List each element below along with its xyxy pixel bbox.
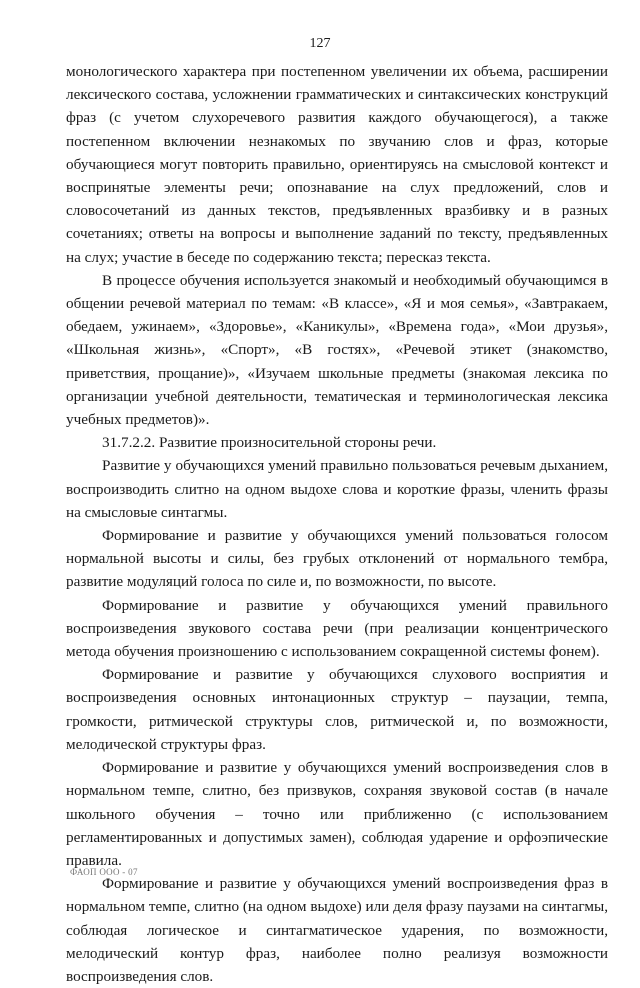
paragraph: Развитие у обучающихся умений правильно пользоваться речевым дыханием, воспроизводить слитно на одном выдохе слова и короткие фразы, членить фразы на смысловые синтагмы. (66, 457, 608, 521)
section-heading: 31.7.2.2. Развитие произносительной стороны речи. (102, 434, 437, 452)
paragraph: Формирование и развитие у обучающихся умений правильного воспроизведения звукового состава речи (при реализации концентрического метода обучения произношению с использованием сокращенной системы фонем). (66, 596, 608, 661)
paragraph: монологического характера при постепенном увеличении их объема, расширении лексического состава, усложнении грамматических и синтаксических конструкций фраз (с учетом слухоречевого развития каждого обучающегося), а также постепенном включении незнакомых по звучанию слов и фраз, которые обучающиеся могут повторить правильно, ориентируясь на смысловой контекст и воспринятые элементы речи; опознавание на слух предложений, слов и словосочетаний из данных текстов, предъявленных вразбивку и в разных сочетаниях; ответы на вопросы и выполнение заданий по тексту, предъявленных на слух; участие в беседе по содержанию текста; пересказ текста. (66, 63, 608, 266)
page-number: 127 (309, 36, 331, 51)
paragraph: Формирование и развитие у обучающихся слухового восприятия и воспроизведения основных интонационных структур – паузации, темпа, громкости, ритмической структуры слов, ритмической и, по возможности, мелодической структуры фраз. (66, 666, 608, 753)
footer-mark: ФАОП ООО - 07 (70, 867, 138, 877)
document-body (66, 60, 608, 988)
paragraph: Формирование и развитие у обучающихся умений пользоваться голосом нормальной высоты и силы, без грубых отклонений от нормального тембра, развитие модуляций голоса по силе и, по возможности, по высоте. (66, 527, 608, 591)
paragraph: В процессе обучения используется знакомый и необходимый обучающимся в общении речевой материал по темам: «В классе», «Я и моя семья», «Завтракаем, обедаем, ужинаем», «Здоровье», «Каникулы», «Времена года», «Мои друзья», «Школьная жизнь», «Спорт», «В гостях», «Речевой этикет (знакомство, приветствия, прощание)», «Изучаем школьные предметы (знакомая лексика по организации учебной деятельности, тематическая и терминологическая лексика учебных предметов)». (66, 271, 608, 429)
paragraph: Формирование и развитие у обучающихся умений воспроизведения фраз в нормальном темпе, слитно (на одном выдохе) или деля фразу паузами на синтагмы, соблюдая логическое и синтагматическое ударения, по возможности, мелодический контур фраз, наиболее полно реализуя возможности воспроизведения слов. (66, 875, 608, 985)
paragraph: Формирование и развитие у обучающихся умений воспроизведения слов в нормальном темпе, слитно, без призвуков, сохраняя звуковой состав (в начале школьного обучения – точно или приближенно (с использованием регламентированных и допустимых замен), соблюдая ударение и орфоэпические правила. (66, 759, 608, 869)
